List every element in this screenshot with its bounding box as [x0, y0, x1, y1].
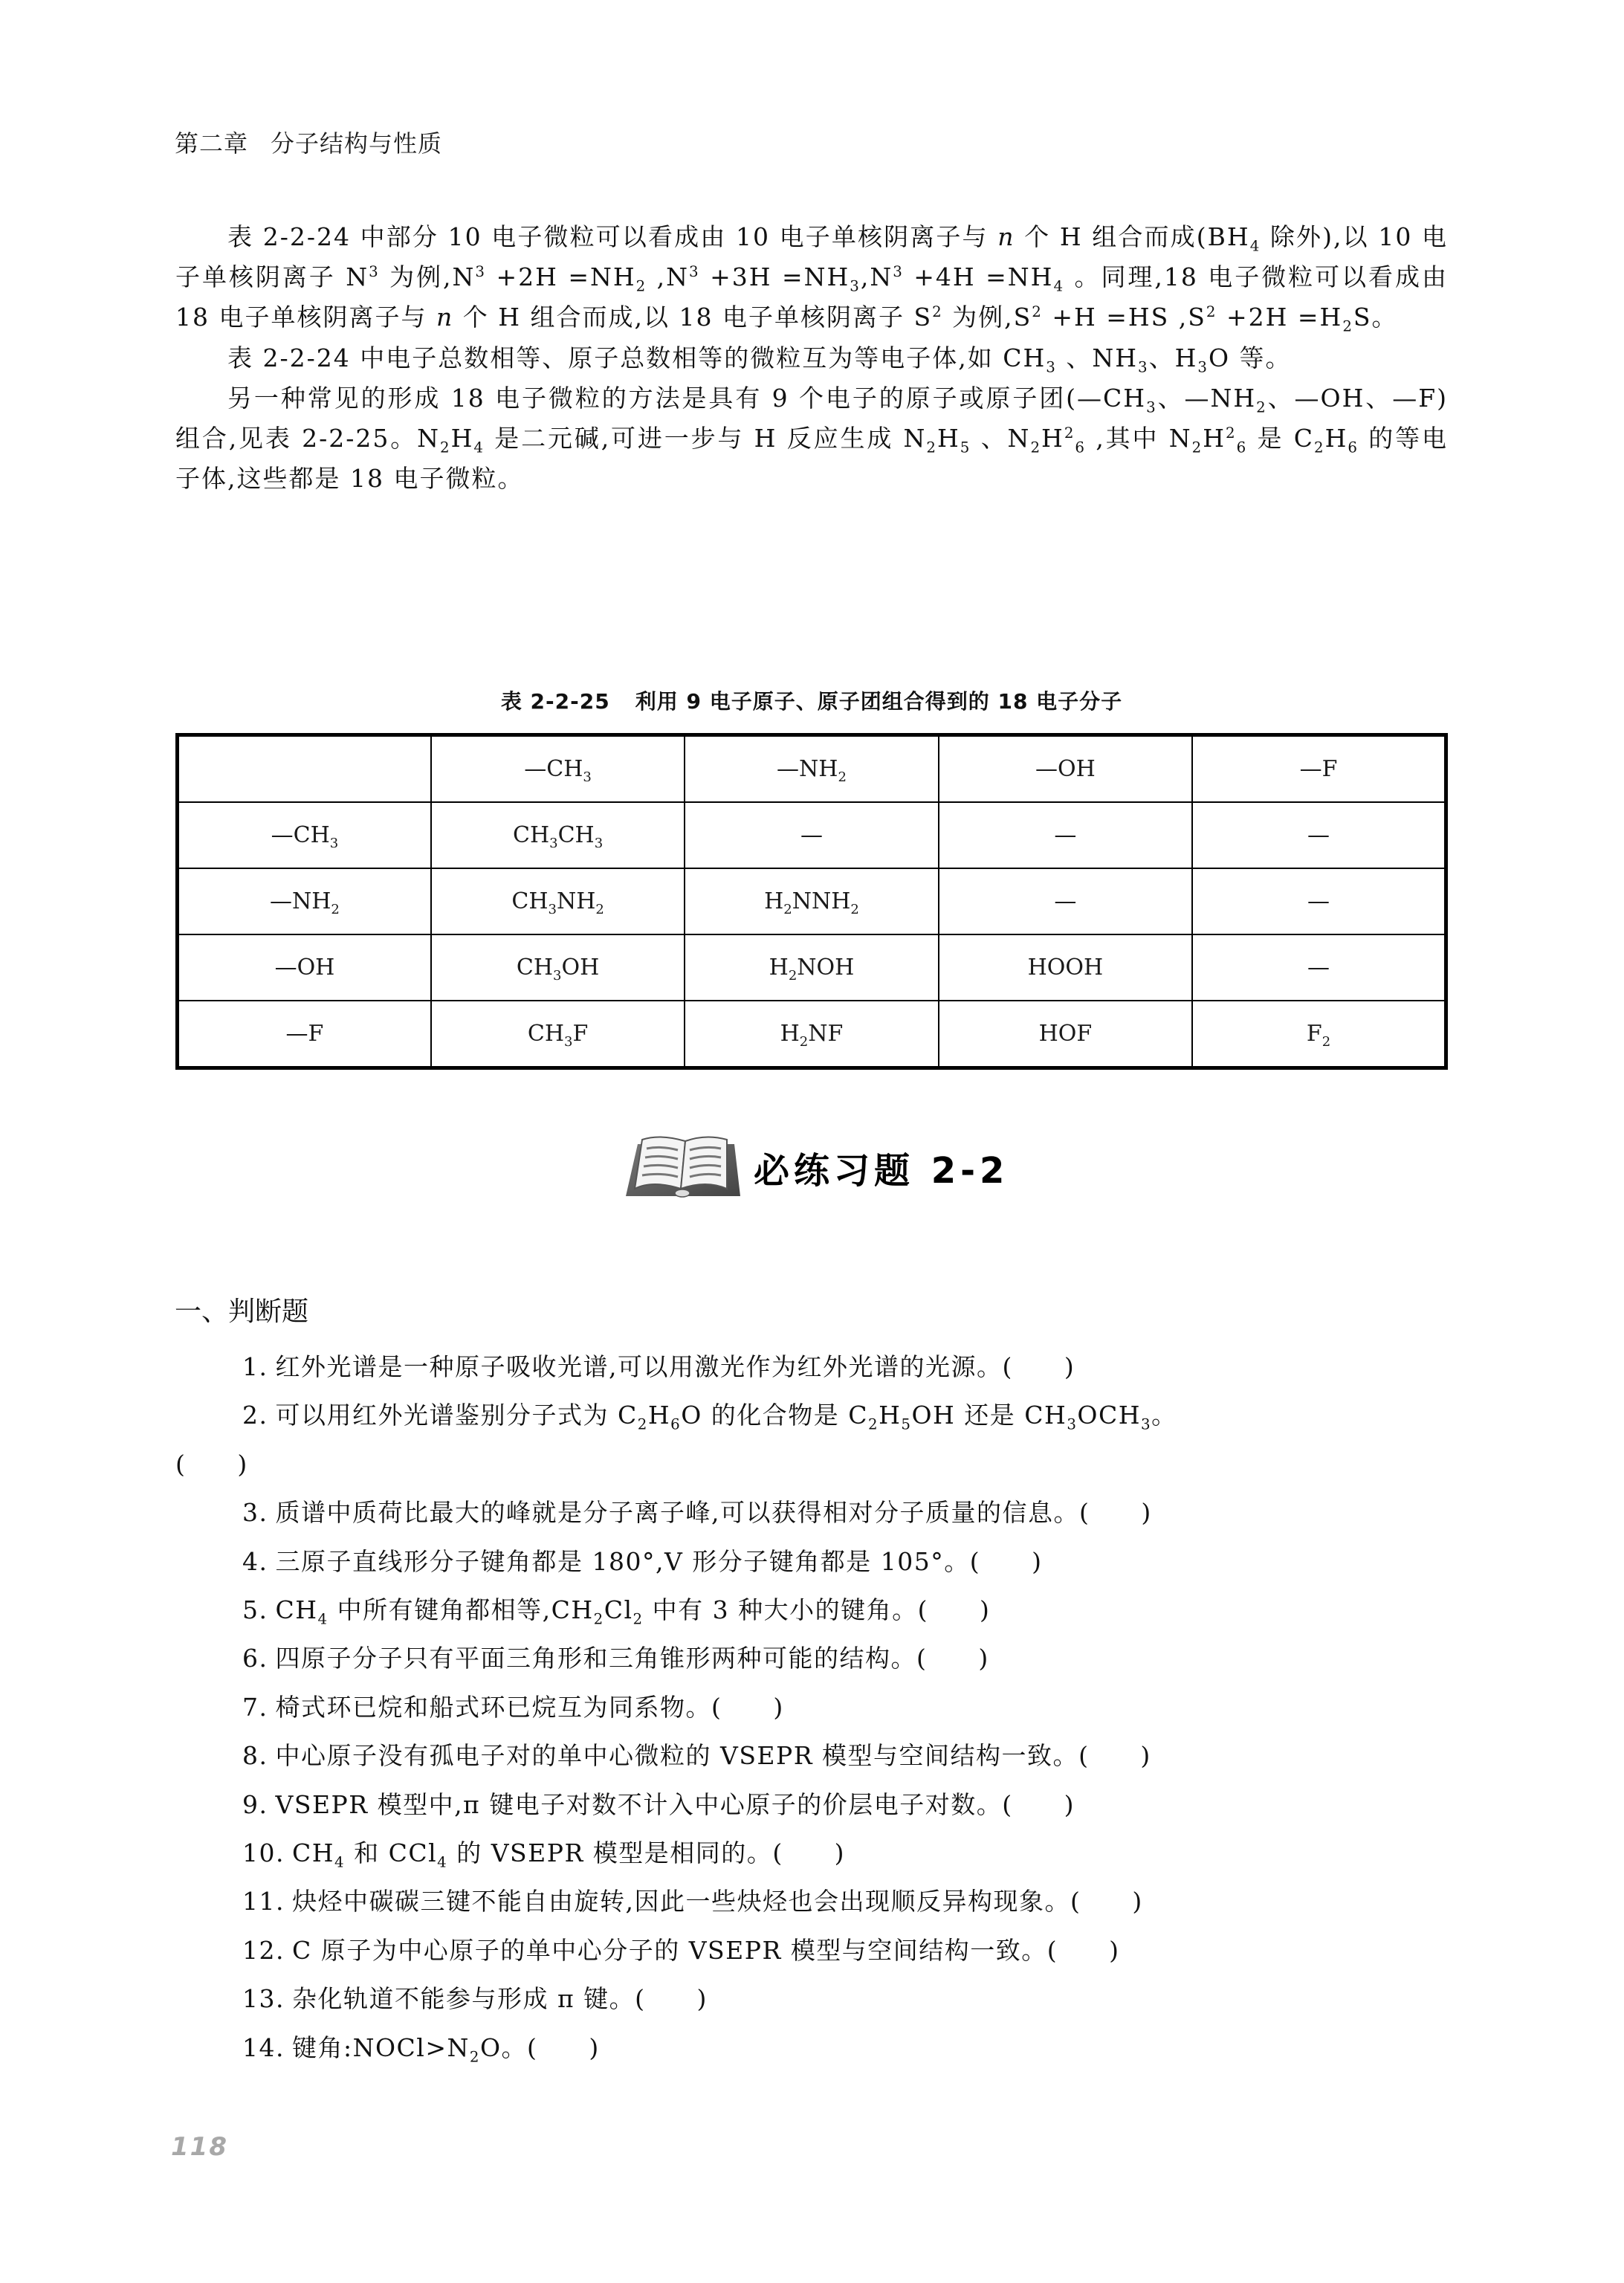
table-cell: $CH_3CH_3$	[431, 802, 685, 868]
question-item: 2. 可以用红外光谱鉴别分子式为 $C_2H_6O$ 的化合物是 $C_2H_5OH$ 还是 $CH_3OCH_3$。	[175, 1391, 1448, 1439]
question-number: 12.	[242, 1935, 285, 1965]
table-cell: —	[1192, 802, 1446, 868]
question-number: 3.	[242, 1498, 268, 1528]
question-item: 14. 键角$:NOCl>N_2O$。( )	[175, 2024, 1448, 2072]
question-item: 8. 中心原子没有孤电子对的单中心微粒的 VSEPR 模型与空间结构一致。( )	[175, 1731, 1448, 1780]
answer-blank[interactable]: ( )	[969, 1546, 1043, 1576]
answer-blank[interactable]: ( )	[1079, 1498, 1152, 1528]
question-item: 4. 三原子直线形分子键角都是 180°,V 形分子键角都是 105°。( )	[175, 1537, 1448, 1586]
question-item: 13. 杂化轨道不能参与形成 π 键。( )	[175, 1974, 1448, 2023]
answer-blank[interactable]: ( )	[175, 1449, 248, 1479]
table-cell: $CH_3OH$	[431, 934, 685, 1001]
table-cell: —	[685, 802, 938, 868]
answer-blank[interactable]: ( )	[1078, 1741, 1151, 1771]
table-cell: —	[1192, 934, 1446, 1001]
body-text	[175, 217, 1448, 499]
question-number: 14.	[242, 2032, 285, 2062]
question-number: 13.	[242, 1984, 285, 2014]
question-item: 5. $CH_4$ 中所有键角都相等$,CH_2Cl_2$ 中有 3 种大小的键角。( )	[175, 1586, 1448, 1634]
table-cell: $H_2NNH_2$	[685, 868, 938, 934]
table-row	[178, 934, 1446, 1001]
paragraph-1: 表 2-2-24 中部分 10 电子微粒可以看成由 10 电子单核阴离子与 n 个 H 组合而成($BH_4$ 除外),以 10 电子单核阴离子 $N^3$ 为例$,N^3 +2H =NH_2$ $,N^3 +3H =NH_3,N^3 +4H =NH_4$ 。同理,18 电子微粒可以看成由 18 电子单核阴离子与 n 个 H 组合而成,以 18 电子单核阴离子 $S^2$ 为例$,S^2 +H =HS$ $,S^2 +2H =H_2S$。	[175, 222, 1448, 335]
table-cell: $—CH_3$	[178, 802, 431, 868]
question-number: 1.	[242, 1352, 268, 1381]
answer-blank[interactable]: ( )	[635, 1984, 708, 2014]
chapter-number: 第二章	[175, 129, 249, 158]
question-item: 9. VSEPR 模型中,π 键电子对数不计入中心原子的价层电子对数。( )	[175, 1780, 1448, 1829]
table-cell: —OH	[178, 934, 431, 1001]
chapter-title: 分子结构与性质	[271, 129, 443, 158]
section-heading: 一、判断题	[175, 1297, 309, 1327]
exercise-title-text: 必练习题 2-2	[754, 1149, 1009, 1192]
question-item: 3. 质谱中质荷比最大的峰就是分子离子峰,可以获得相对分子质量的信息。( )	[175, 1488, 1448, 1537]
table-caption	[175, 685, 1448, 715]
table-caption-number: 表 2-2-25	[500, 689, 610, 714]
answer-blank[interactable]: ( )	[917, 1595, 991, 1625]
answer-blank[interactable]: ( )	[711, 1692, 784, 1722]
table-cell: $—NH_2$	[178, 868, 431, 934]
answer-blank[interactable]: ( )	[916, 1644, 989, 1673]
table-cell: —F	[178, 1001, 431, 1068]
question-item: 12. C 原子为中心原子的单中心分子的 VSEPR 模型与空间结构一致。( )	[175, 1926, 1448, 1974]
table-cell: HOOH	[939, 934, 1192, 1001]
table-cell: —F	[1192, 735, 1446, 803]
paragraph-2: 表 2-2-24 中电子总数相等、原子总数相等的微粒互为等电子体,如 $CH_3$ 、$NH_3$、$H_3O$ 等。	[227, 343, 1292, 376]
question-item-continuation	[175, 1440, 1448, 1488]
table-cell: —OH	[939, 735, 1192, 803]
running-header	[175, 125, 442, 159]
question-list	[175, 1343, 1448, 2072]
question-number: 7.	[242, 1692, 268, 1722]
table-cell: $—NH_2$	[685, 735, 938, 803]
question-number: 11.	[242, 1887, 285, 1917]
answer-blank[interactable]: ( )	[527, 2032, 600, 2062]
question-number: 4.	[242, 1546, 268, 1576]
question-item: 6. 四原子分子只有平面三角形和三角锥形两种可能的结构。( )	[175, 1634, 1448, 1682]
question-number: 5.	[242, 1595, 268, 1625]
table-cell: $CH_3NH_2$	[431, 868, 685, 934]
table-cell	[178, 735, 431, 803]
page-number: 118	[171, 2132, 228, 2162]
table-row	[178, 1001, 1446, 1068]
answer-blank[interactable]: ( )	[1046, 1935, 1120, 1965]
table-cell: —	[939, 802, 1192, 868]
table-cell: $F_2$	[1192, 1001, 1446, 1068]
answer-blank[interactable]: ( )	[772, 1838, 846, 1868]
table-header-row	[178, 735, 1446, 803]
question-item: 7. 椅式环已烷和船式环已烷互为同系物。( )	[175, 1683, 1448, 1731]
question-item: 10. $CH_4$ 和 CCl$_4$ 的 VSEPR 模型是相同的。( )	[175, 1829, 1448, 1877]
question-number: 2.	[242, 1401, 268, 1430]
table-cell: $H_2NOH$	[685, 934, 938, 1001]
answer-blank[interactable]: ( )	[1070, 1887, 1143, 1917]
question-number: 10.	[242, 1838, 285, 1868]
table-caption-text: 利用 9 电子原子、原子团组合得到的 18 电子分子	[635, 689, 1123, 714]
answer-blank[interactable]: ( )	[1002, 1789, 1075, 1819]
table-cell: HOF	[939, 1001, 1192, 1068]
paragraph-3: 另一种常见的形成 18 电子微粒的方法是具有 9 个电子的原子或原子团($—CH_3$、$—NH_2$、—OH、—F)组合,见表 2-2-25。$N_2H_4$ 是二元碱,可进一步与 H 反应生成 $N_2H_5$ 、$N_2H^2_6$ ,其中 $N_2H^2_6$ 是 $C_2H_6$ 的等电子体,这些都是 18 电子微粒。	[175, 383, 1448, 494]
table-cell: —	[1192, 868, 1446, 934]
table-cell: $—CH_3$	[431, 735, 685, 803]
question-number: 9.	[242, 1789, 268, 1819]
open-book-icon	[623, 1134, 742, 1201]
question-number: 6.	[242, 1644, 268, 1673]
exercise-title	[623, 1130, 1009, 1204]
electron-molecule-table	[175, 733, 1448, 1070]
table-cell: —	[939, 868, 1192, 934]
table-cell: $CH_3F$	[431, 1001, 685, 1068]
question-item: 1. 红外光谱是一种原子吸收光谱,可以用激光作为红外光谱的光源。( )	[175, 1343, 1448, 1391]
question-number: 8.	[242, 1741, 268, 1771]
table-row	[178, 868, 1446, 934]
answer-blank[interactable]: ( )	[1002, 1352, 1075, 1381]
question-item: 11. 炔烃中碳碳三键不能自由旋转,因此一些炔烃也会出现顺反异构现象。( )	[175, 1877, 1448, 1925]
table-row	[178, 802, 1446, 868]
table-cell: $H_2NF$	[685, 1001, 938, 1068]
